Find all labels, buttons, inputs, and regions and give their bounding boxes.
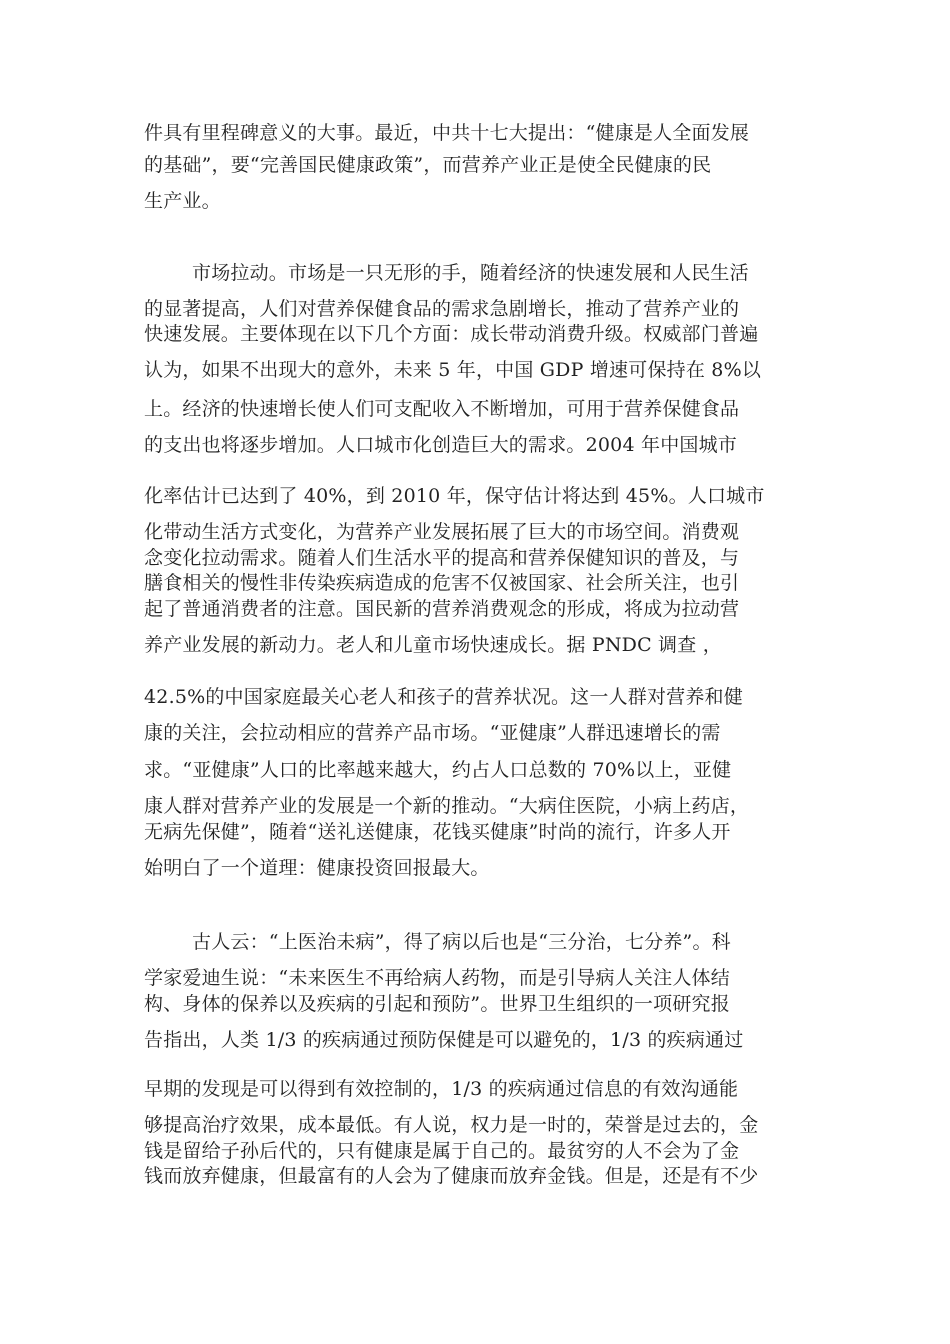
text-line: 化带动生活方式变化，为营养产业发展拓展了巨大的市场空间。消费观 (144, 521, 740, 543)
text-line: 无病先保健”，随着“送礼送健康，花钱买健康”时尚的流行，许多人开 (144, 821, 731, 843)
text-line: 42.5%的中国家庭最关心老人和孩子的营养状况。这一人群对营养和健 (144, 686, 743, 708)
text-line: 告指出，人类 1/3 的疾病通过预防保健是可以避免的，1/3 的疾病通过 (144, 1029, 744, 1051)
text-line: 的显著提高，人们对营养保健食品的需求急剧增长，推动了营养产业的 (144, 298, 740, 320)
text-line: 古人云：“上医治未病”，得了病以后也是“三分治，七分养”。科 (192, 931, 731, 953)
text-line: 学家爱迪生说：“未来医生不再给病人药物，而是引导病人关注人体结 (144, 967, 730, 989)
text-line: 求。“亚健康”人口的比率越来越大，约占人口总数的 70%以上，亚健 (144, 759, 732, 781)
text-line: 钱而放弃健康，但最富有的人会为了健康而放弃金钱。但是，还是有不少 (144, 1165, 759, 1187)
text-line: 膳食相关的慢性非传染疾病造成的危害不仅被国家、社会所关注，也引 (144, 572, 740, 594)
text-line: 康人群对营养产业的发展是一个新的推动。“大病住医院，小病上药店， (144, 795, 750, 817)
text-line: 够提高治疗效果，成本最低。有人说，权力是一时的，荣誉是过去的，金 (144, 1114, 759, 1136)
text-line: 化率估计已达到了 40%，到 2010 年，保守估计将达到 45%。人口城市 (144, 485, 765, 507)
text-line: 早期的发现是可以得到有效控制的，1/3 的疾病通过信息的有效沟通能 (144, 1078, 739, 1100)
text-line: 康的关注，会拉动相应的营养产品市场。“亚健康”人群迅速增长的需 (144, 722, 721, 744)
text-line: 件具有里程碑意义的大事。最近，中共十七大提出：“健康是人全面发展 (144, 122, 750, 144)
text-line: 上。经济的快速增长使人们可支配收入不断增加，可用于营养保健食品 (144, 398, 740, 420)
text-line: 认为，如果不出现大的意外，未来 5 年，中国 GDP 增速可保持在 8%以 (144, 359, 762, 381)
text-line: 构、身体的保养以及疾病的引起和预防”。世界卫生组织的一项研究报 (144, 993, 730, 1015)
text-line: 起了普通消费者的注意。国民新的营养消费观念的形成，将成为拉动营 (144, 598, 740, 620)
text-line: 念变化拉动需求。随着人们生活水平的提高和营养保健知识的普及，与 (144, 547, 740, 569)
text-line: 始明白了一个道理：健康投资回报最大。 (144, 857, 490, 879)
text-line: 的支出也将逐步增加。人口城市化创造巨大的需求。2004 年中国城市 (144, 434, 737, 456)
text-line: 养产业发展的新动力。老人和儿童市场快速成长。据 PNDC 调查 ， (144, 634, 722, 656)
text-line: 市场拉动。市场是一只无形的手，随着经济的快速发展和人民生活 (192, 262, 749, 284)
text-line: 生产业。 (144, 190, 221, 212)
text-line: 快速发展。主要体现在以下几个方面：成长带动消费升级。权威部门普遍 (144, 323, 759, 345)
text-line: 钱是留给子孙后代的，只有健康是属于自己的。最贫穷的人不会为了金 (144, 1140, 740, 1162)
text-line: 的基础”，要“完善国民健康政策”，而营养产业正是使全民健康的民 (144, 154, 712, 176)
